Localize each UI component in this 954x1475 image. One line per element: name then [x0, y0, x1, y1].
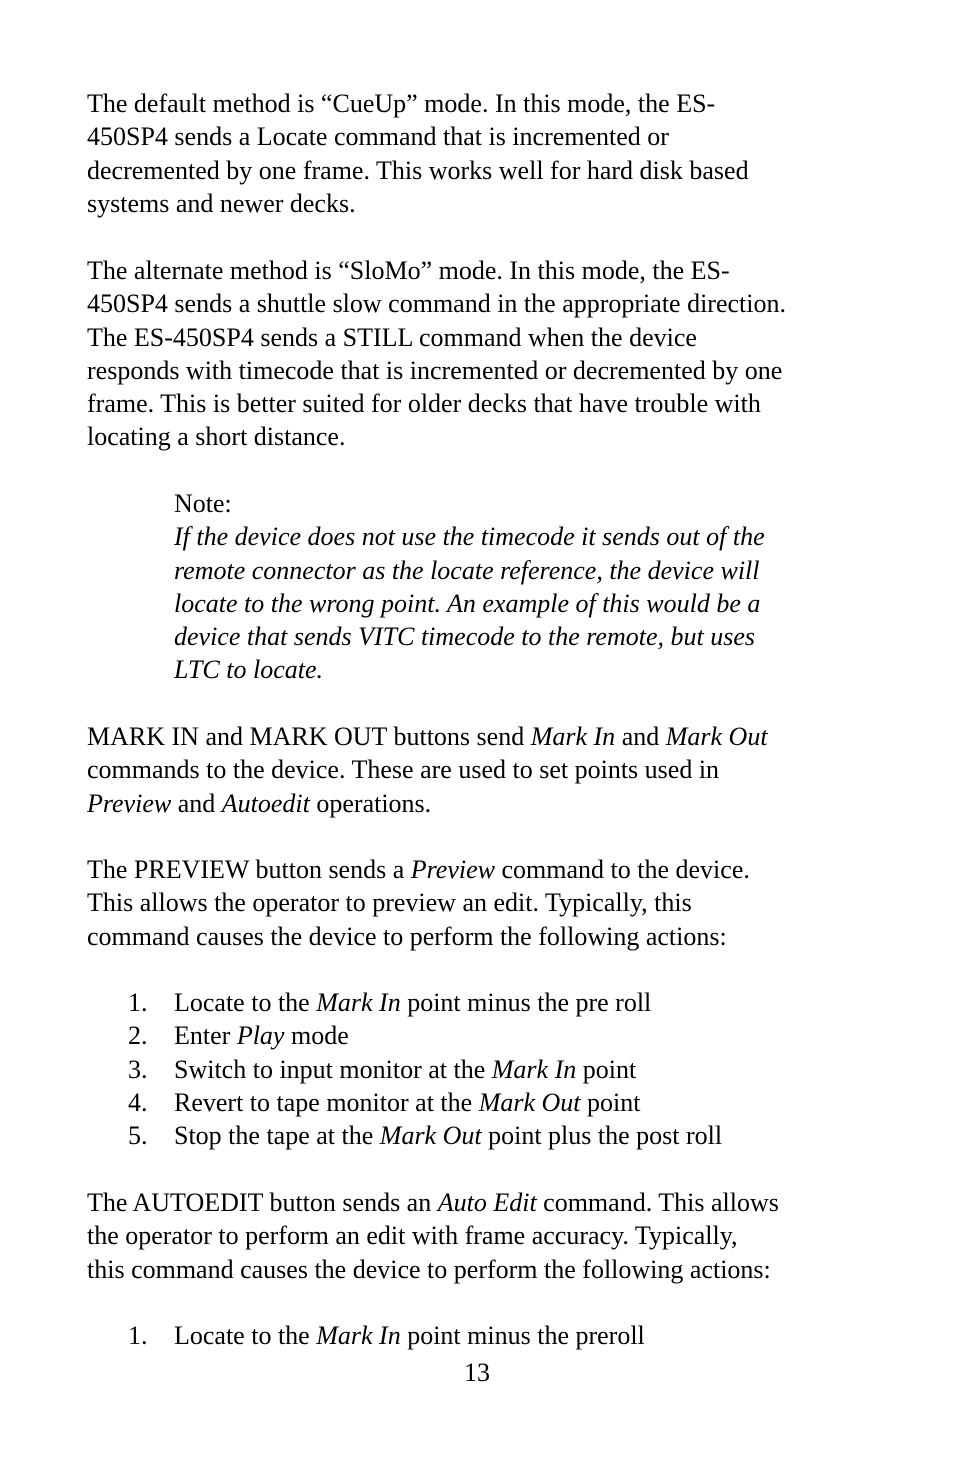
text-line: locating a short distance.	[87, 422, 346, 452]
text-line: this command causes the device to perform the following actions:	[87, 1254, 771, 1284]
text-line	[87, 1186, 887, 1219]
italic-term: Preview	[410, 855, 495, 884]
list-item-text	[174, 1119, 722, 1152]
note-text-line: locate to the wrong point. An example of this would be a	[174, 588, 761, 618]
preview-actions-list	[0, 986, 954, 1152]
text-run: point minus the pre roll	[400, 988, 652, 1017]
italic-term: Auto Edit	[437, 1188, 537, 1217]
text-run: Switch to input monitor at the	[174, 1054, 492, 1084]
text-run: The PREVIEW button sends a	[87, 855, 411, 884]
list-item	[0, 1086, 954, 1119]
text-line: commands to the device. These are used to set points used in	[87, 755, 720, 785]
list-item	[0, 1019, 954, 1052]
italic-term: Mark Out	[478, 1087, 581, 1117]
list-number: 3.	[128, 1054, 148, 1084]
note-block	[174, 487, 894, 687]
text-run: point plus the post roll	[481, 1121, 723, 1151]
text-run: Enter	[174, 1021, 237, 1051]
text-run: point	[580, 1087, 641, 1117]
paragraph-cueup-mode	[87, 87, 887, 220]
text-run: MARK IN and MARK OUT buttons send	[87, 722, 531, 751]
list-number: 5.	[128, 1121, 148, 1151]
text-run: operations.	[309, 788, 432, 818]
italic-term: Autoedit	[221, 788, 310, 818]
note-text-line: LTC to locate.	[174, 655, 323, 685]
italic-term: Mark In	[491, 1054, 577, 1084]
list-number: 2.	[128, 1021, 148, 1051]
text-run: mode	[284, 1021, 349, 1051]
text-line: systems and newer decks.	[87, 188, 356, 218]
note-text-line: remote connector as the locate reference, the device will	[174, 555, 760, 585]
list-item-text	[174, 1053, 636, 1086]
paragraph-mark-buttons	[87, 720, 887, 820]
list-item-text	[174, 986, 651, 1019]
list-item	[0, 986, 954, 1019]
text-run: Stop the tape at the	[174, 1121, 380, 1151]
list-item-text	[174, 1086, 640, 1119]
text-run: Revert to tape monitor at the	[174, 1087, 479, 1117]
text-line: 450SP4 sends a shuttle slow command in the appropriate direction.	[87, 289, 786, 319]
text-run: and	[171, 788, 222, 818]
list-item	[0, 1053, 954, 1086]
text-line	[87, 787, 887, 820]
text-line: This allows the operator to preview an edit. Typically, this	[87, 888, 692, 918]
text-run: Locate to the	[174, 1321, 317, 1350]
italic-term: Mark In	[316, 1321, 401, 1350]
text-line: the operator to perform an edit with frame accuracy. Typically,	[87, 1221, 738, 1251]
paragraph-slomo-mode	[87, 254, 887, 454]
text-run: Locate to the	[174, 988, 317, 1017]
text-line: responds with timecode that is incremented or decremented by one	[87, 355, 783, 385]
text-line	[87, 853, 887, 886]
list-item-text	[174, 1019, 349, 1052]
list-number: 4.	[128, 1087, 148, 1117]
text-line: The default method is “CueUp” mode. In this mode, the ES-	[87, 89, 716, 118]
italic-term: Mark In	[530, 722, 616, 751]
text-run: and	[615, 722, 666, 751]
note-text-line: If the device does not use the timecode it sends out of the	[174, 522, 765, 552]
text-run: The AUTOEDIT button sends an	[87, 1188, 438, 1217]
italic-term: Mark In	[316, 988, 401, 1017]
list-number: 1.	[128, 988, 148, 1017]
list-number: 1.	[128, 1321, 148, 1350]
text-run: command. This allows	[536, 1188, 779, 1217]
text-line: The alternate method is “SloMo” mode. In this mode, the ES-	[87, 256, 730, 285]
text-line	[87, 720, 887, 753]
italic-term: Mark Out	[379, 1121, 482, 1151]
paragraph-preview-button	[87, 853, 887, 953]
text-line: 450SP4 sends a Locate command that is incremented or	[87, 122, 669, 152]
italic-term: Play	[236, 1021, 285, 1051]
list-item	[0, 1319, 954, 1352]
paragraph-autoedit-button	[87, 1186, 887, 1286]
list-item	[0, 1119, 954, 1152]
text-line: command causes the device to perform the following actions:	[87, 921, 727, 951]
text-line: The ES-450SP4 sends a STILL command when the device	[87, 322, 697, 352]
text-line: frame. This is better suited for older decks that have trouble with	[87, 389, 761, 419]
text-line: decremented by one frame. This works well for hard disk based	[87, 155, 749, 185]
text-run: command to the device.	[495, 855, 750, 884]
italic-term: Preview	[87, 788, 172, 818]
page-number: 13	[464, 1358, 490, 1387]
italic-term: Mark Out	[665, 722, 768, 751]
note-label: Note:	[174, 489, 232, 518]
text-run: point	[576, 1054, 637, 1084]
list-item-text	[174, 1319, 645, 1352]
note-text-line: device that sends VITC timecode to the remote, but uses	[174, 622, 756, 652]
autoedit-actions-list	[0, 1319, 954, 1352]
text-run: point minus the preroll	[400, 1321, 645, 1350]
